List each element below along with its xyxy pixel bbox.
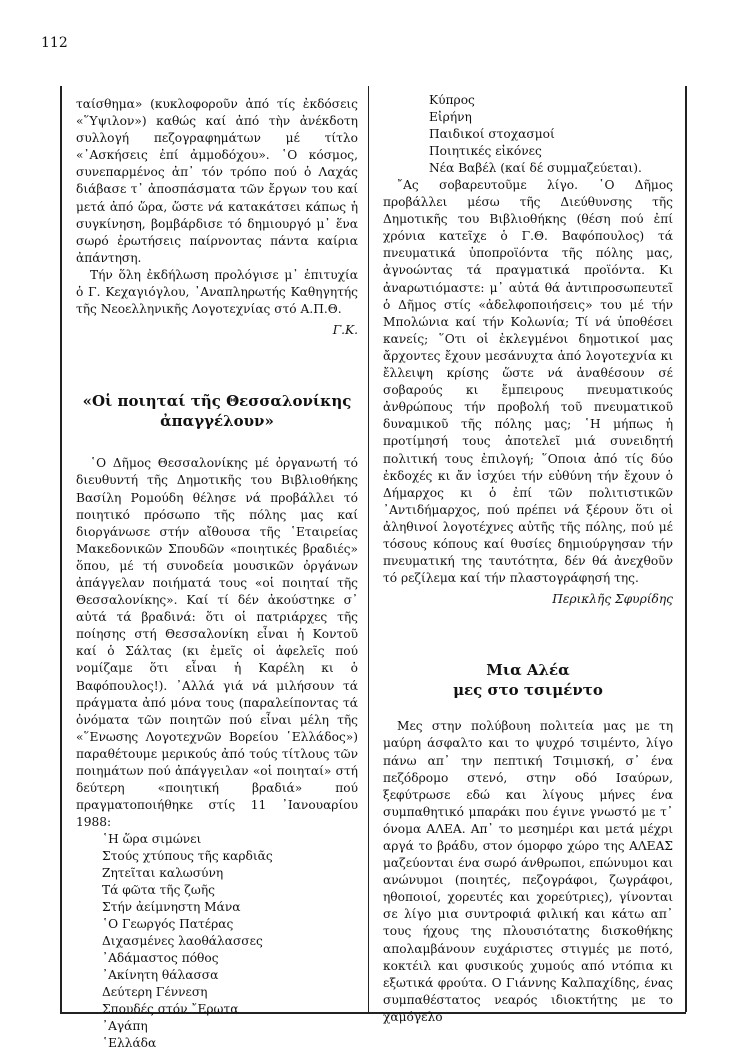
left-column-content [76, 96, 358, 1052]
second-paragraph: Τήν ὅλη ἐκδήλωση προλόγισε μ᾿ ἐπιτυχία ὁ Γ. Κεχαγιόγλου, ᾿Αναπληρωτής Καθηγητής τῆς Νεοελληνικῆς Λογοτεχνίας στό Α.Π.Θ. [76, 267, 358, 317]
poem-title: Δεύτερη Γέννεση [102, 985, 208, 1000]
poem-title: ῾Ελλάδα [102, 1036, 157, 1051]
poem-title: Κύπρος [429, 93, 475, 107]
commentary-paragraph: ῎Ας σοβαρευτοῦμε λίγο. ῾Ο Δῆμος προβάλλει μέσω τῆς Διεύθυνσης τῆς Δημοτικῆς του Βιβλιοθήκης (θέση πού ἐπί χρόνια κατεῖχε ὁ Γ.Θ. Βαφόπουλος) τά πνευματικά ὑποπροϊόντα τῆς πόλης μας, ἀγνοώντας τά πραγματικά προϊόντα. Κι ἀναρωτιόμαστε: μ᾿ αὐτά θά ἀντιπροσωπευτεῖ ὁ Δῆμος στίς «ἀδελφοποιήσεις» του μέ τήν Μπολώνια καί τήν Κολωνία; Τί νά ὑποθέσει κανείς; ῞Οτι οἱ ἐκλεγμένοι δημοτικοί μας ἄρχοντες ἔχουν μεσάνυχτα ἀπό λογοτεχνία κι ἔλλειψη κρίσης ὥστε νά ἀναθέσουν σέ σοβαρούς κι ἔμπειρους πνευματικούς ἀνθρώπους τήν προβολή τοῦ πνευματικοῦ δυναμικοῦ τῆς πόλης μας; ῾Η μήπως ἡ προτίμησή τους ἀποτελεῖ μιά συνειδητή πολιτική τους ἐπιλογή; ῞Οποια ἀπό τίς δύο ἐκδοχές κι ἄν ἰσχύει τήν εὐθύνη τήν ἔχουν ὁ Δήμαρχος κι ὁ ἐπί τῶν πολιτιστικῶν ᾿Αντιδήμαρχος, πού πρέπει νά ξέρουν ὅτι οἱ ἀληθινοί λογοτέχνες αὐτῆς τῆς πόλης, πού μέ τόσους κόπους καί θυσίες δημιούργησαν τήν πνευματική της ταυτότητα, δέν θά ἀνεχθοῦν τό ρεζίλεμα καί τήν πλαστογράφησή της. [383, 178, 673, 586]
article-title-line2: ἀπαγγέλουν» [160, 412, 274, 431]
poem-title-list [102, 831, 358, 1052]
poem-title: Διχασμένες λαοθάλασσες [102, 934, 263, 949]
right-column [368, 86, 687, 1024]
poem-title: Νέα Βαβέλ (καί δέ συμμαζεύεται). [429, 161, 642, 175]
poem-title: Στήν ἀείμνηστη Μάνα [102, 900, 241, 915]
right-column-content [383, 92, 673, 1026]
poem-title: ῾Ο Γεωργός Πατέρας [102, 917, 234, 932]
poem-title: Εἰρήνη [429, 110, 472, 124]
second-article-body: Μες στην πολύβουη πολιτεία μας με τη μαύρη άσφαλτο και το ψυχρό τσιμέντο, λίγο πάνω απ᾿ την πεπτική Τσιμισκή, σ᾿ ένα πεζόδρομο στενό, στην οδό Ισαύρων, ξεφύτρωσε εδώ και λίγους μήνες ένα συμπαθητικό μπαράκι που έγινε γνωστό με τ᾿ όνομα ΑΛΕΑ. Απ᾿ το μεσημέρι και μετά μέχρι αργά το βράδυ, στον όμορφο χώρο της ΑΛΕΑΣ μαζεύονται ένα σωρό άνθρωποι, επώνυμοι και ανώνυμοι (ποιητές, πεζογράφοι, ζωγράφοι, ηθοποιοί, χορευτές και χορεύτριες), γίνονται σε λίγο μια συντροφιά φιλική και κάτω απ᾿ τους ήχους της πλουσιότατης δισκοθήκης απολαμβάνουν ευχάριστες στιγμές με ποτό, κοκτέιλ και φυσικούς χυμούς από ντόπια κι εξωτικά φρούτα. Ο Γιάννης Καλπαχίδης, ένας συμπαθέστατος νεαρός ιδιοκτήτης με το χαμόγελο [383, 719, 673, 1024]
poem-title: ῾Η ὥρα σιμώνει [102, 832, 202, 847]
signature-gk: Γ.Κ. [332, 323, 358, 338]
poem-title: ᾿Ακίνητη θάλασσα [102, 968, 219, 983]
article-body: ῾Ο Δῆμος Θεσσαλονίκης μέ ὀργανωτή τό διευθυντή τῆς Δημοτικῆς του Βιβλιοθήκης Βασίλη Ρομούδη θέλησε νά προβάλλει τό ποιητικό πρόσωπο τῆς πόλης μας καί διοργάνωσε στήν αἴθουσα τῆς ῾Εταιρείας Μακεδονικῶν Σπουδῶν «ποιητικές βραδιές» ὅπου, μέ τή συνοδεία μουσικῶν ὀργάνων ἀπάγγελαν ποιήματά τους «οἱ ποιηταί τῆς Θεσσαλονίκης». Καί τί δέν ἀκούστηκε σ᾿ αὐτά τά βραδινά: ὅτι οἱ πατριάρχες τῆς ποίησης στή Θεσσαλονίκη εἶναι ἡ Κοντοῦ καί ὁ Σάλτας (κι ἐμεῖς οἱ ἀφελεῖς πού νομίζαμε ὅτι εἶναι ἡ Καρέλη κι ὁ Βαφόπουλος!). ᾿Αλλά γιά νά μιλήσουν τά πράγματα ἀπό μόνα τους (παραλείποντας τά ὀνόματα τῶν ποιητῶν πού εἶναι μέλη τῆς «῞Ενωσης Λογοτεχνῶν Βορείου ῾Ελλάδος») παραθέτουμε μερικούς ἀπό τούς τίτλους τῶν ποιημάτων πού ἀπάγγειλαν «οἱ ποιηταί» στή δεύτερη «ποιητική βραδιά» πού πραγματοποιήθηκε στίς 11 ᾿Ιανουαρίου 1988: [76, 456, 358, 830]
article-title-line1: «Οἱ ποιηταί τῆς Θεσσαλονίκης [82, 392, 352, 411]
poem-title: Ποιητικές εἰκόνες [429, 144, 542, 158]
poem-title: Σπουδές στόν ῎Ερωτα [102, 1002, 239, 1017]
second-article-title-line1: Μια Αλέα [486, 661, 570, 680]
poem-title: ᾿Αγάπη [102, 1019, 148, 1034]
poem-title: Ζητεῖται καλωσύνη [102, 866, 224, 881]
poem-title-list-continued [429, 92, 673, 177]
left-column [60, 86, 369, 1051]
poem-title: ᾿Αδάμαστος πόθος [102, 951, 219, 966]
second-article-title-line2: μες στο τσιμέντο [453, 681, 603, 700]
poem-title: Τά φῶτα τῆς ζωῆς [102, 883, 215, 898]
poem-title: Στούς χτύπους τῆς καρδιᾶς [102, 849, 273, 864]
page-number: 112 [41, 35, 68, 51]
signature-sfyridis: Περικλῆς Σφυρίδης [552, 592, 673, 607]
poem-title: Παιδικοί στοχασμοί [429, 127, 555, 141]
intro-paragraph: ταίσθημα» (κυκλοφοροῦν ἀπό τίς ἐκδόσεις «῞Υψιλον») καθώς καί ἀπό τὴν ἀνέκδοτη συλλογή πεζογραφημάτων μέ τίτλο «᾿Ασκήσεις ἐπί ἀμμοδόχου». ῾Ο κόσμος, συνεπαρμένος ἀπ᾿ τόν τρόπο πού ὁ Λαχάς διάβασε τ᾿ ἀποσπάσματα τῶν ἔργων του καί μετά ἀπό ὥρα, ὥστε νά κατακάτσει κάπως ἡ συγκίνηση, βομβάρδισε τό δημιουργό μ᾿ ἕνα σωρό ἐρωτήσεις παίρνοντας πάντα καίρια ἀπάντηση. [76, 97, 358, 265]
